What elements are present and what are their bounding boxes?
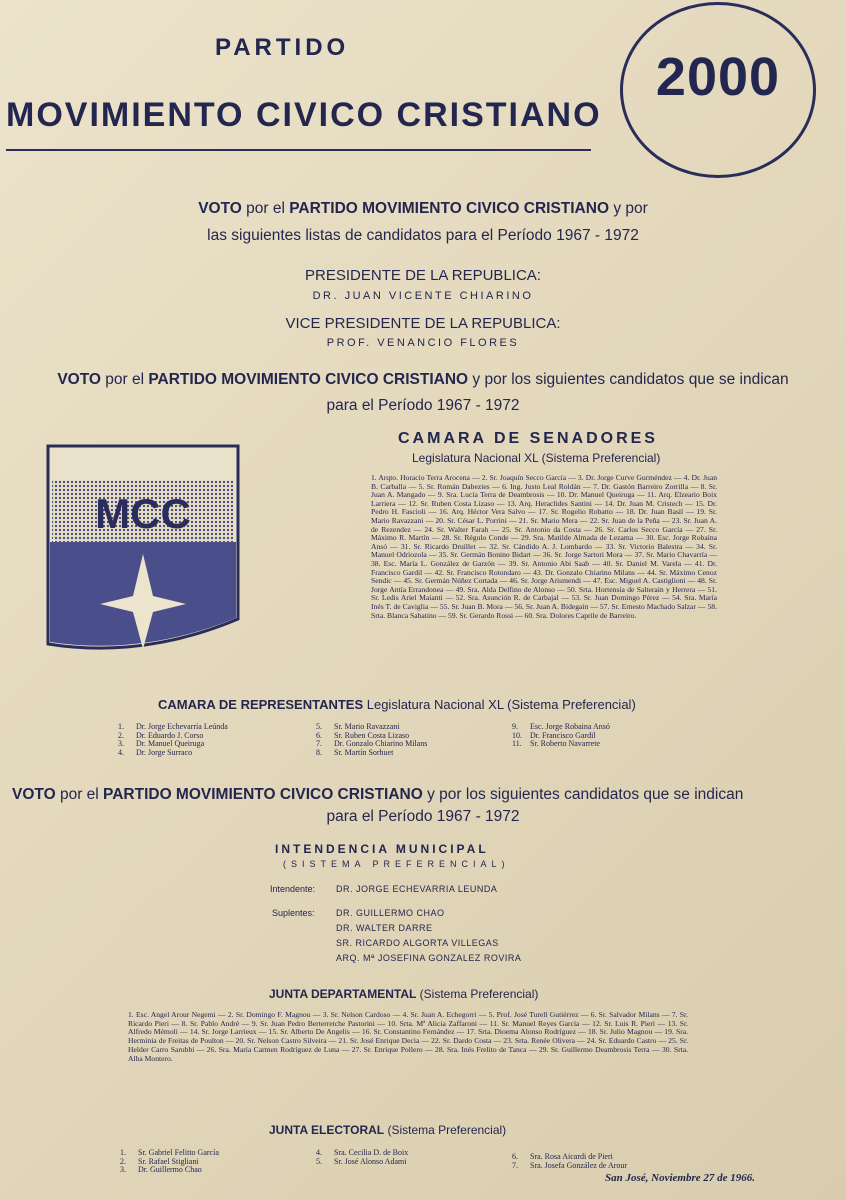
- junta-departamental-list: 1. Esc. Angel Arour Negemi — 2. Sr. Domingo F. Magnou — 3. Sr. Nelson Cardoso — 4. Sr. Juan A. Echegorri — 5. Prof. José Turell Gutiérrez — 6. Sr. Salvador Milans — 7. Sr. Ricardo Pieri — 8. Sr. Pablo André — 9. Sr. Juan Pedro Berterretche Pastorini — 10. Srta. Mª Alicia Zaffaroni — 11. Sr. Manuel Reyes García — 12. Sr. Luis R. Pieri — 13. Sr. Alfredo Mémoli — 14. Sr. Jorge Larrieux — 15. Sr. Alberto De Angelis — 16. Sr. Constantino Fernández — 17. Srta. Dioema Alonso Rodríguez — 18. Sr. Julio Magnou — 19. Sra. Herminia de Freitas de Poulton — 20. Sr. Nelson Castro Silveira — 21. Sr. José Enrique Decia — 22. Sr. Dardo Costa — 23. Srta. Renée Olivera — 24. Sr. Eduardo Castro — 25. Sr. Helder Carro Sarubbi — 26. Sra. María Carmen Rodríguez de Luna — 27. Sr. Enrique Pollero — 28. Sra. Inés Frelito de Tanca — 29. Sr. Guillermo Deambrosis Terra — 30. Srta. Alba Montero.: [128, 1010, 688, 1063]
- senate-candidate-list: 1. Arqto. Horacio Terra Arocena — 2. Sr. Joaquín Secco García — 3. Dr. Jorge Curve Gurméndez — 4. Dr. Juan B. Carballa — 5. Sr. Román Dabezies — 6. Ing. Justo Leal Roldán — 7. Dr. Gastón Barreiro Zorrilla — 8. Sr. Juan A. Mangado — 9. Sra. Lucía Terra de Deambrosis — 10. Dr. Manuel Queiruga — 11. Arq. Elzeario Boix Larriera — 12. Sr. Ruben Costa Lizaso — 13. Arq. Heraclides Santini — 14. Dr. Juan M. Cristech — 15. Dr. Pedro H. Fascioli — 16. Arq. Héctor Vera Salvo — 17. Sr. Rogelio Robatto — 18. Dr. Juan Basil — 19. Sr. Mario Ravazzani — 20. Sr. César L. Porrini — 21. Sr. Mario Mera — 22. Sr. Juan de la Peña — 23. Sr. Juan A. de Rezendez — 24. Sr. Walter Farah — 25. Sr. Antonio da Costa — 26. Sr. Carlos Secco García — 27. Sr. Máximo R. Martín — 28. Sr. Régulo Conde — 29. Sra. Matilde Almada de Lezama — 30. Esc. Jorge Robaina Ansó — 31. Sr. Ricardo Druillet — 32. Sr. Cándido A. J. Lombardo — 33. Sr. Victorio Balestra — 34. Sr. Manuel Odriozola — 35. Sr. Germán Bonino Bidart — 36. Sr. Jorge Sartori Mora — 37. Sr. Mario Chavarría — 38. Esc. María L. González de Garzón — 39. Sr. Antonio Abi Saab — 40. Sr. Daniel M. Varela — 41. Dr. Francisco Gardil — 42. Sr. Francisco Rotondaro — 43. Dr. Gonzalo Chiarino Milans — 44. Sr. Máximo Cenoz Sendic — 45. Sr. Germán Núñez Cortada — 46. Sr. Jorge Arismendi — 47. Esc. Miguel A. Castiglioni — 48. Sr. Jorge Antía Errandonea — 49. Sra. Alda Delfino de Alonso — 50. Srta. Hortensia de Salterain y Herrera — 51. Sr. Ledis Ariel Maianti — 52. Sra. Asunción R. de Carbajal — 53. Sr. Juan Domingo Pérez — 54. Sra. María Inés T. de Caviglia — 55. Sr. Juan B. Mora — 56. Sr. Juan A. Bidegain — 57. Sr. Ernesto Machado Salzar — 58. Srta. Blanca Sabatino — 59. Sr. Gerardo Rossi — 60. Sra. Dolores Caprile de Barreiro.: [371, 473, 717, 620]
- junta-departamental-title-bold: JUNTA DEPARTAMENTAL: [269, 987, 417, 1001]
- vote-tail: y por los siguientes candidatos que se indican: [468, 371, 789, 388]
- vote-connector: por el: [100, 371, 149, 388]
- junta-electoral-title-rest: (Sistema Preferencial): [384, 1123, 507, 1137]
- municipal-title: INTENDENCIA MUNICIPAL: [275, 842, 489, 856]
- party-name: MOVIMIENTO CIVICO CRISTIANO: [6, 96, 602, 134]
- list-item: 3. Dr. Guillermo Chao: [120, 1165, 202, 1175]
- representatives-col-2: [316, 723, 427, 757]
- vote-statement-1-period: las siguientes listas de candidatos para el Período 1967 - 1972: [207, 227, 639, 244]
- vote-word: VOTO: [57, 371, 101, 388]
- list-item: 1. Sr. Gabriel Felitto García: [120, 1148, 219, 1157]
- list-number: 2000: [655, 47, 781, 107]
- list-item: 4. Sra. Cecilia D. de Boix: [316, 1148, 409, 1157]
- junta-electoral-title-bold: JUNTA ELECTORAL: [269, 1123, 385, 1137]
- list-item: 5. Sr. José Alonso Adami: [316, 1156, 407, 1166]
- list-item: 1. Dr. Jorge Echevarría Leúnda: [118, 722, 228, 731]
- list-item: 3. Dr. Manuel Queiruga: [118, 739, 205, 749]
- vote-word: VOTO: [12, 786, 56, 803]
- vote-statement-2: [0, 371, 846, 389]
- representatives-title-rest: Legislatura Nacional XL (Sistema Preferencial): [363, 697, 636, 712]
- president-title: PRESIDENTE DE LA REPUBLICA:: [305, 267, 541, 284]
- senate-title: CAMARA DE SENADORES: [398, 430, 658, 447]
- list-item: 6. Sra. Rosa Aicardi de Pieri: [512, 1152, 613, 1161]
- party-label: PARTIDO: [215, 34, 350, 61]
- vote-tail: y por: [609, 200, 648, 217]
- vice-president-title: VICE PRESIDENTE DE LA REPUBLICA:: [285, 315, 561, 332]
- list-item: 4. Dr. Jorge Surraco: [118, 747, 193, 757]
- logo-text: MCC: [95, 490, 191, 537]
- list-item: 10. Dr. Francisco Gardil: [512, 730, 596, 740]
- representatives-title: [158, 697, 636, 712]
- suplente-1: DR. GUILLERMO CHAO: [336, 908, 445, 918]
- junta-electoral-title: [269, 1123, 506, 1137]
- list-item: 6. Sr. Ruben Costa Lizaso: [316, 730, 410, 740]
- vote-statement-1: [0, 200, 846, 218]
- representatives-col-3: [512, 723, 610, 749]
- suplente-2: DR. WALTER DARRE: [336, 923, 433, 933]
- junta-electoral-col-3: [512, 1153, 627, 1170]
- junta-electoral-col-1: [120, 1149, 219, 1175]
- vote-party: PARTIDO MOVIMIENTO CIVICO CRISTIANO: [103, 786, 423, 803]
- vote-word: VOTO: [198, 200, 242, 217]
- junta-departamental-title-rest: (Sistema Preferencial): [416, 987, 539, 1001]
- senate-subtitle: Legislatura Nacional XL (Sistema Preferencial): [412, 451, 661, 465]
- place-date: San José, Noviembre 27 de 1966.: [605, 1172, 756, 1184]
- junta-electoral-col-2: [316, 1149, 408, 1166]
- intendente-label: Intendente:: [270, 884, 316, 894]
- representatives-title-bold: CAMARA DE REPRESENTANTES: [158, 697, 364, 712]
- suplente-3: SR. RICARDO ALGORTA VILLEGAS: [336, 938, 499, 948]
- vice-president-name: PROF. VENANCIO FLORES: [326, 337, 520, 349]
- mcc-shield-logo: [46, 444, 240, 662]
- vote-statement-3: [12, 786, 743, 804]
- list-item: 8. Sr. Martín Sorhuet: [316, 747, 394, 757]
- suplente-4: ARQ. Mª JOSEFINA GONZALEZ ROVIRA: [336, 953, 522, 963]
- list-item: 2. Dr. Eduardo J. Corso: [118, 730, 204, 740]
- list-item: 9. Esc. Jorge Robaina Ansó: [512, 722, 610, 731]
- municipal-subtitle: (SISTEMA PREFERENCIAL): [283, 859, 510, 869]
- junta-departamental-title: [269, 987, 538, 1001]
- list-item: 2. Sr. Rafael Stigliani: [120, 1156, 199, 1166]
- list-item: 5. Sr. Mario Ravazzani: [316, 722, 400, 731]
- vote-statement-3-period: para el Período 1967 - 1972: [326, 808, 520, 825]
- list-item: 11. Sr. Roberto Navarrete: [512, 739, 600, 749]
- representatives-col-1: [118, 723, 228, 757]
- list-item: 7. Sra. Josefa González de Arour: [512, 1160, 628, 1170]
- vote-statement-2-period: para el Período 1967 - 1972: [326, 397, 520, 414]
- vote-connector: por el: [55, 786, 104, 803]
- title-underline: [6, 149, 591, 151]
- vote-tail: y por los siguientes candidatos que se indican: [422, 786, 744, 803]
- list-item: 7. Dr. Gonzalo Chiarino Milans: [316, 739, 428, 749]
- intendente-name: DR. JORGE ECHEVARRIA LEUNDA: [336, 884, 498, 894]
- vote-connector: por el: [241, 200, 290, 217]
- president-name: DR. JUAN VICENTE CHIARINO: [312, 290, 534, 302]
- vote-party: PARTIDO MOVIMIENTO CIVICO CRISTIANO: [289, 200, 610, 217]
- vote-party: PARTIDO MOVIMIENTO CIVICO CRISTIANO: [148, 371, 469, 388]
- suplentes-label: Suplentes:: [272, 908, 315, 918]
